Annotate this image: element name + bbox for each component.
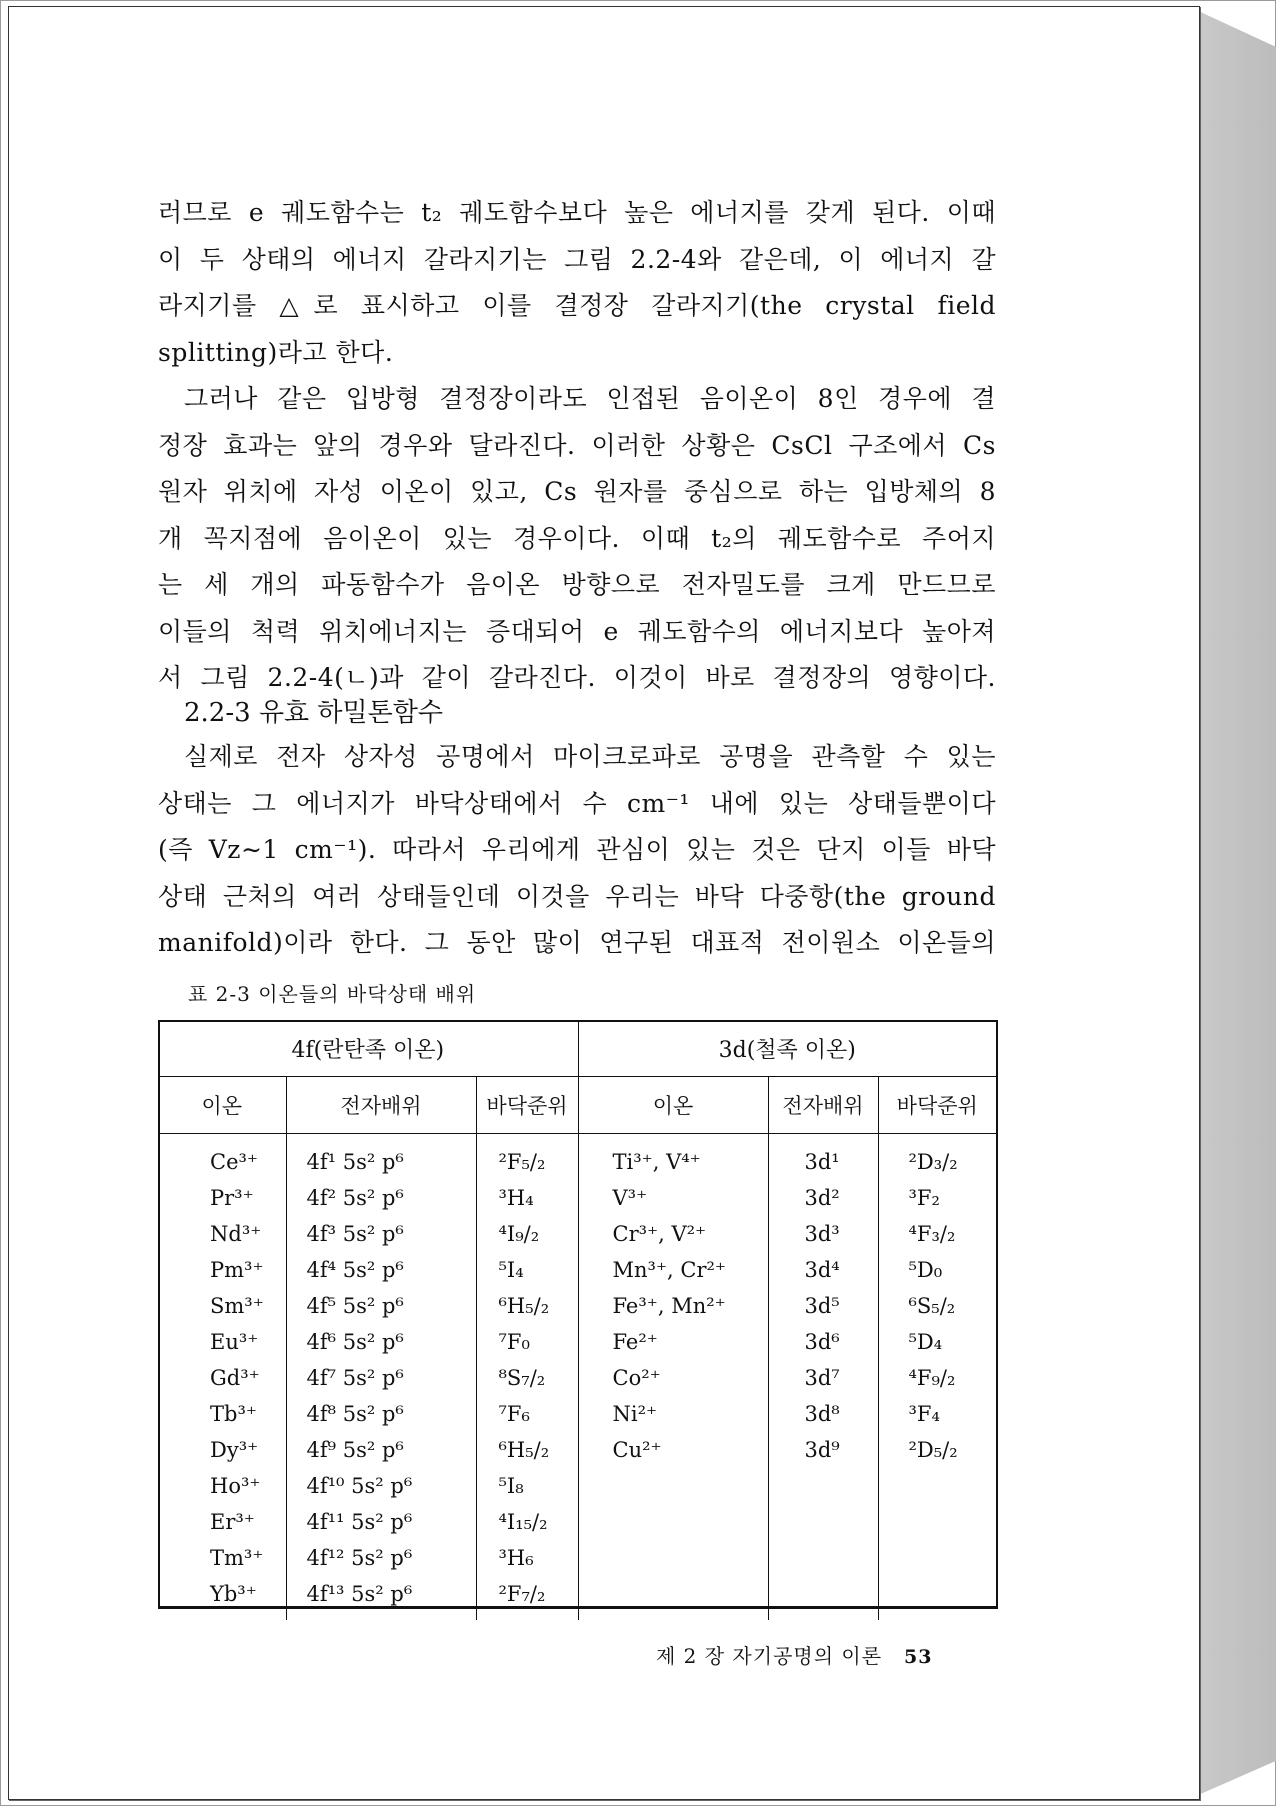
table-row (158, 1288, 996, 1324)
configuration-cell: 3d¹ (768, 1134, 878, 1181)
table-row (158, 1396, 996, 1432)
ground-level-cell: ⁴F₃/₂ (878, 1216, 996, 1252)
ground-level-cell: ⁸S₇/₂ (476, 1360, 578, 1396)
ion-cell: V³⁺ (578, 1180, 768, 1216)
table-row (158, 1324, 996, 1360)
text-line: 는 세 개의 파동함수가 음이온 방향으로 전자밀도를 크게 만드므로 (158, 570, 996, 599)
running-chapter-title: 제 2 장 자기공명의 이론 (656, 1644, 883, 1668)
ion-cell: Ho³⁺ (210, 1474, 261, 1498)
ground-level-cell: ⁵I₈ (476, 1468, 578, 1504)
ground-level-cell: ³H₆ (476, 1540, 578, 1576)
table-row (158, 1180, 996, 1216)
text-line: 그러나 같은 입방형 결정장이라도 인접된 음이온이 8인 경우에 결 (184, 384, 996, 413)
section-title: 2.2-3 유효 하밀톤함수 (184, 698, 444, 728)
configuration-cell: 4f¹⁰ 5s² p⁶ (286, 1468, 476, 1504)
text-line: 상태 근처의 여러 상태들인데 이것을 우리는 바닥 다중항(the ground (158, 881, 996, 911)
text-line: 라지기를 △로 표시하고 이를 결정장 갈라지기(the crystal field (158, 291, 996, 320)
table-row (158, 1432, 996, 1468)
ground-level-cell (878, 1468, 996, 1504)
book-page-edge (1198, 0, 1276, 1806)
table-row (158, 1576, 996, 1620)
ion-cell (578, 1540, 768, 1576)
ion-cell: Pr³⁺ (210, 1186, 254, 1210)
configuration-cell (768, 1576, 878, 1620)
paragraph-1 (158, 190, 996, 376)
text-line: manifold)이라 한다. 그 동안 많이 연구된 대표적 전이원소 이온들의 (158, 928, 996, 957)
ground-level-cell: ⁶S₅/₂ (878, 1288, 996, 1324)
ion-cell: Co²⁺ (578, 1360, 768, 1396)
ground-level-cell (878, 1504, 996, 1540)
section-body (158, 734, 996, 967)
column-header: 이온 (158, 1077, 286, 1134)
ground-level-cell (878, 1540, 996, 1576)
configuration-cell: 4f⁷ 5s² p⁶ (286, 1360, 476, 1396)
configuration-cell (768, 1504, 878, 1540)
configuration-cell: 3d⁶ (768, 1324, 878, 1360)
text-line: (즉 Vz∼1 cm⁻¹). 따라서 우리에게 관심이 있는 것은 단지 이들 바닥 (158, 835, 996, 864)
text-line: 원자 위치에 자성 이온이 있고, Cs 원자를 중심으로 하는 입방체의 8 (158, 477, 996, 506)
ground-level-cell: ²D₃/₂ (878, 1134, 996, 1181)
column-header: 전자배위 (768, 1077, 878, 1134)
ion-cell: Er³⁺ (210, 1510, 255, 1534)
ion-cell: Ce³⁺ (210, 1150, 258, 1174)
ground-level-cell: ²F₇/₂ (476, 1576, 578, 1620)
ion-cell (578, 1576, 768, 1620)
text-line: 상태는 그 에너지가 바닥상태에서 수 cm⁻¹ 내에 있는 상태들뿐이다 (158, 788, 996, 818)
ion-cell: Sm³⁺ (210, 1294, 264, 1318)
ground-level-cell: ⁴I₉/₂ (476, 1216, 578, 1252)
ion-cell: Cr³⁺, V²⁺ (578, 1216, 768, 1252)
configuration-cell: 4f⁵ 5s² p⁶ (286, 1288, 476, 1324)
page-footer (656, 1640, 933, 1669)
configuration-cell: 3d⁹ (768, 1432, 878, 1468)
configuration-cell: 4f⁶ 5s² p⁶ (286, 1324, 476, 1360)
ion-cell: Fe²⁺ (578, 1324, 768, 1360)
configuration-cell: 3d⁴ (768, 1252, 878, 1288)
text-line: splitting)라고 한다. (158, 337, 394, 367)
ion-cell (578, 1504, 768, 1540)
group-header-3d: 3d(철족 이온) (578, 1020, 996, 1077)
text-line: 러므로 e 궤도함수는 t₂ 궤도함수보다 높은 에너지를 갖게 된다. 이때 (158, 198, 996, 227)
ion-cell: Dy³⁺ (210, 1438, 259, 1462)
configuration-cell: 4f¹ 5s² p⁶ (286, 1134, 476, 1181)
ion-cell: Ni²⁺ (578, 1396, 768, 1432)
text-line: 이들의 척력 위치에너지는 증대되어 e 궤도함수의 에너지보다 높아져 (158, 616, 996, 646)
paragraph-2 (158, 376, 996, 702)
ground-level-cell: ⁷F₆ (476, 1396, 578, 1432)
column-header: 이온 (578, 1077, 768, 1134)
ion-cell: Mn³⁺, Cr²⁺ (578, 1252, 768, 1288)
configuration-cell: 4f⁹ 5s² p⁶ (286, 1432, 476, 1468)
configuration-cell: 3d² (768, 1180, 878, 1216)
configuration-cell: 4f¹¹ 5s² p⁶ (286, 1504, 476, 1540)
text-line: 개 꼭지점에 음이온이 있는 경우이다. 이때 t₂의 궤도함수로 주어지 (158, 523, 996, 553)
configuration-cell: 4f¹² 5s² p⁶ (286, 1540, 476, 1576)
text-line: 정장 효과는 앞의 경우와 달라진다. 이러한 상황은 CsCl 구조에서 Cs (158, 430, 996, 460)
ion-cell: Tb³⁺ (210, 1402, 257, 1426)
group-header-4f: 4f(란탄족 이온) (291, 1037, 445, 1063)
page-number: 53 (904, 1646, 933, 1668)
ion-cell: Cu²⁺ (578, 1432, 768, 1468)
configuration-cell (768, 1468, 878, 1504)
configuration-cell: 3d³ (768, 1216, 878, 1252)
ground-level-cell (878, 1576, 996, 1620)
ion-cell: Yb³⁺ (210, 1582, 257, 1606)
table-row (158, 1540, 996, 1576)
ground-level-cell: ⁴I₁₅/₂ (476, 1504, 578, 1540)
column-header: 전자배위 (286, 1077, 476, 1134)
ground-level-cell: ⁶H₅/₂ (476, 1288, 578, 1324)
ground-level-cell: ³H₄ (476, 1180, 578, 1216)
ground-level-cell: ⁴F₉/₂ (878, 1360, 996, 1396)
text-line: 이 두 상태의 에너지 갈라지기는 그림 2.2-4와 같은데, 이 에너지 갈 (158, 244, 996, 274)
configuration-cell: 3d⁷ (768, 1360, 878, 1396)
ion-cell: Ti³⁺, V⁴⁺ (578, 1134, 768, 1181)
configuration-cell: 4f⁸ 5s² p⁶ (286, 1396, 476, 1432)
table-caption: 표 2-3 이온들의 바닥상태 배위 (188, 982, 477, 1006)
ground-level-cell: ²D₅/₂ (878, 1432, 996, 1468)
table-row (158, 1216, 996, 1252)
ground-level-cell: ⁷F₀ (476, 1324, 578, 1360)
configuration-cell: 4f³ 5s² p⁶ (286, 1216, 476, 1252)
ion-cell (578, 1468, 768, 1504)
table-row (158, 1360, 996, 1396)
configuration-cell (768, 1540, 878, 1576)
text-line: 서 그림 2.2-4(ㄴ)과 같이 갈라진다. 이것이 바로 결정장의 영향이다. (158, 663, 996, 692)
table-row (158, 1468, 996, 1504)
ion-cell: Gd³⁺ (210, 1366, 260, 1390)
table-row (158, 1504, 996, 1540)
ion-cell: Eu³⁺ (210, 1330, 259, 1354)
column-header: 바닥준위 (878, 1077, 996, 1134)
configuration-cell: 4f² 5s² p⁶ (286, 1180, 476, 1216)
ground-level-cell: ³F₄ (878, 1396, 996, 1432)
configuration-cell: 3d⁸ (768, 1396, 878, 1432)
body-text (158, 190, 996, 702)
ground-level-cell: ⁶H₅/₂ (476, 1432, 578, 1468)
table-row (158, 1252, 996, 1288)
column-header: 바닥준위 (476, 1077, 578, 1134)
ion-ground-state-table (158, 1020, 996, 1620)
ion-cell: Nd³⁺ (210, 1222, 262, 1246)
configuration-cell: 4f⁴ 5s² p⁶ (286, 1252, 476, 1288)
ground-level-cell: ⁵D₄ (878, 1324, 996, 1360)
table-row (158, 1134, 996, 1181)
ion-cell: Tm³⁺ (210, 1546, 264, 1570)
ion-cell: Pm³⁺ (210, 1258, 264, 1282)
ion-cell: Fe³⁺, Mn²⁺ (578, 1288, 768, 1324)
configuration-cell: 3d⁵ (768, 1288, 878, 1324)
ground-level-cell: ⁵D₀ (878, 1252, 996, 1288)
ground-level-cell: ³F₂ (878, 1180, 996, 1216)
configuration-cell: 4f¹³ 5s² p⁶ (286, 1576, 476, 1620)
text-line: 실제로 전자 상자성 공명에서 마이크로파로 공명을 관측할 수 있는 (184, 742, 996, 771)
ground-level-cell: ²F₅/₂ (476, 1134, 578, 1181)
ground-level-cell: ⁵I₄ (476, 1252, 578, 1288)
